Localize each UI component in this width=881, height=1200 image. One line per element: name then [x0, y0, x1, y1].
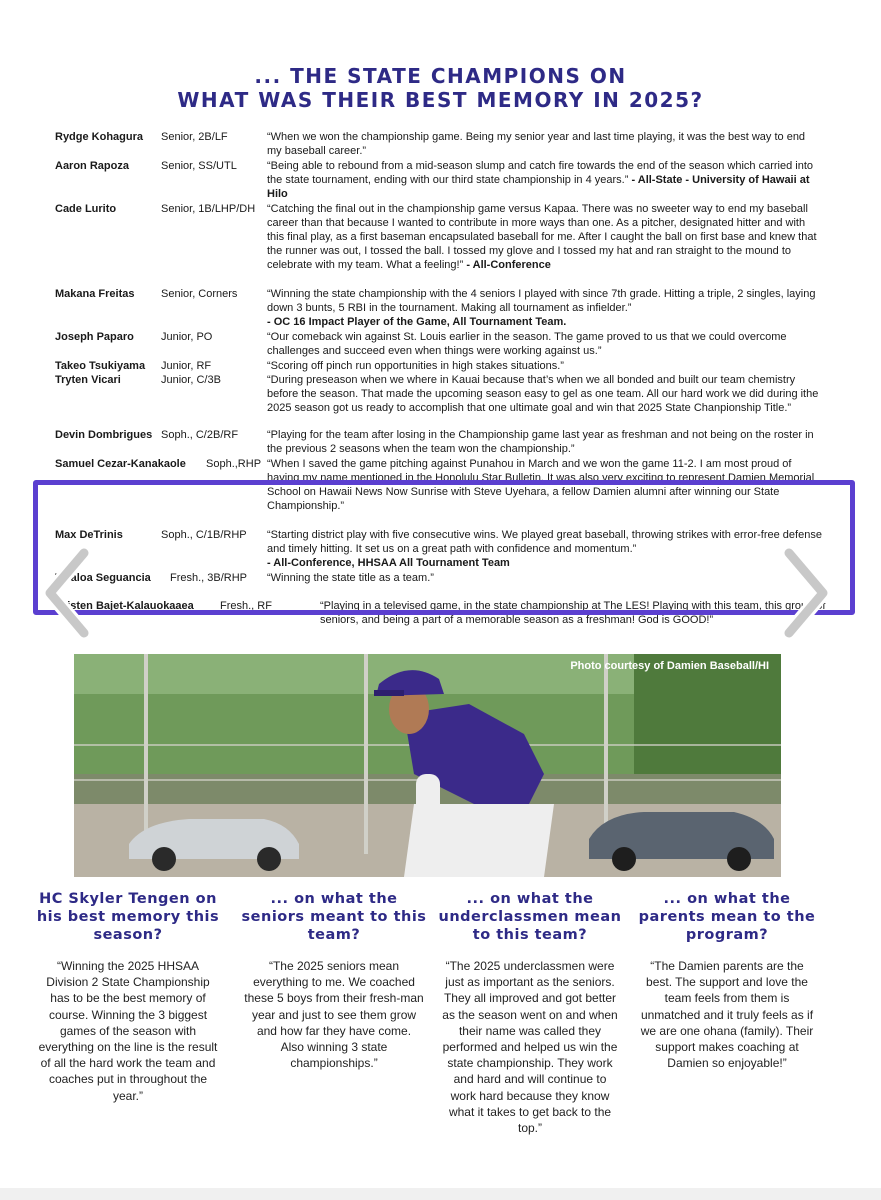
- player-name: Makana Freitas: [55, 288, 135, 300]
- player-position: Senior, 1B/LHP/DH: [161, 203, 256, 215]
- page-title-line-1: ... THE STATE CHAMPIONS ON: [254, 64, 627, 88]
- player-position: Soph., C/1B/RHP: [161, 529, 247, 541]
- player-quote: “When I saved the game pitching against Punahou in March and we won the game 11-2. I am most proud of having my name mentioned in the Honolulu Star Bulletin. It was also very exciting to represent Damien Memorial School on Hawaii News Now Sunrise with Steve Uyehara, a fellow Damien alumni after winning our State Championship.”: [267, 458, 815, 512]
- player-quote: “During preseason when we where in Kauai because that’s when we all bonded and built our team chemistry before the season. That made the upcoming season easy to gel as one team. All our hard work we did during ithe 2025 season got us ready to accomplish that one ultimate goal and win that 2025 State Chanpionship Title.”: [267, 374, 819, 414]
- selection-frame: [33, 480, 855, 615]
- column-heading-underclassmen: ... on what the underclassmen mean to this team?: [438, 891, 622, 943]
- player-name: Kristen Bajet-Kalauokaaea: [55, 600, 194, 612]
- player-quote: “Scoring off pinch run opportunities in high stakes situations.”: [267, 360, 564, 372]
- player-quote: “Catching the final out in the championship game versus Kapaa. There was no sweeter way to end my baseball career than that because I wanted to contribute in more ways than one. As a pitcher, designated hitter and with this final play, as a first baseman encapsulated baseball for me. After I caught the ball on first base and knew that the runner was out, I tossed the ball. I tossed my glove and I tossed my hat and ran straight to the mound to celebrate with my team. What a feeling!” - All-Conference: [267, 203, 817, 271]
- player-name: Samuel Cezar-Kanakaole: [55, 458, 186, 470]
- player-position: Soph.,RHP: [206, 458, 262, 470]
- player-quote: “Being able to rebound from a mid-season slump and catch fire towards the end of the season which carried into the state tournament, ending with our third state championship in 4 years.” - All-State - University of Hawaii at Hilo: [267, 160, 814, 200]
- column-body-underclassmen: “The 2025 underclassmen were just as important as the seniors. They all improved and got better as the season went on and when their name was called they performed and helped us win the state championship. They work and hard and will continue to work hard because they know what it takes to get back to the top.”: [442, 959, 618, 1136]
- photo-caption: Photo courtesy of Damien Baseball/HI: [570, 660, 769, 672]
- player-name: Rydge Kohagura: [55, 131, 144, 143]
- player-name: Max DeTrinis: [55, 529, 123, 541]
- player-award: - All-Conference: [466, 259, 551, 271]
- player-name: Cade Lurito: [55, 203, 117, 215]
- player-name: Tryten Vicari: [55, 374, 121, 386]
- column-heading-parents: ... on what the parents mean to the program?: [638, 891, 816, 943]
- player-position: Senior, 2B/LF: [161, 131, 228, 143]
- column-body-parents: “The Damien parents are the best. The support and love the team feels from them is unmatched and it truly feels as if we are one ohana (family). Their support makes coaching at Damien so enjoyable!”: [640, 959, 814, 1071]
- player-quote: “Playing for the team after losing in the Championship game last year as freshman and not being on the roster in the previous 2 seasons when the team won the championship.”: [267, 429, 814, 455]
- player-name: Devin Dombrigues: [55, 429, 153, 441]
- player-name: Aaron Rapoza: [55, 160, 129, 172]
- player-name: Tafaloa Seguancia: [55, 572, 151, 584]
- page-title-line-2: WHAT WAS THEIR BEST MEMORY IN 2025?: [177, 88, 704, 112]
- column-body-seniors: “The 2025 seniors mean everything to me. We coached these 5 boys from their fresh-man year and just to see them grow and how far they have come. Also winning 3 state championships.”: [244, 959, 424, 1071]
- page-footer: [0, 1188, 881, 1200]
- player-position: Junior, C/3B: [161, 374, 221, 386]
- player-position: Senior, Corners: [161, 288, 238, 300]
- baseball-player-illustration: [74, 654, 781, 877]
- player-quote: “Starting district play with five consecutive wins. We played great baseball, throwing strikes with error-free defense and timely hitting. It set us on a great path with confidence and momentum.” - All-Conference, HHSAA All Tournament Team: [267, 529, 822, 569]
- column-body-coach: “Winning the 2025 HHSAA Division 2 State Championship has to be the best memory of course. Winning the 3 biggest games of the season with everything on the line is the result of all the hard work the team and coaches put in throughout the year.”: [38, 959, 218, 1103]
- player-award: - All-Conference, HHSAA All Tournament Team: [267, 557, 510, 569]
- player-position: Senior, SS/UTL: [161, 160, 237, 172]
- column-heading-seniors: ... on what the seniors meant to this team?: [241, 891, 427, 943]
- previous-arrow-button[interactable]: [38, 547, 98, 639]
- player-award: - All-State - University of Hawaii at Hilo: [267, 174, 810, 200]
- player-position: Fresh., RF: [220, 600, 272, 612]
- player-position: Junior, PO: [161, 331, 213, 343]
- player-position: Fresh., 3B/RHP: [170, 572, 248, 584]
- player-position: Soph., C/2B/RF: [161, 429, 239, 441]
- player-name: Takeo Tsukiyama: [55, 360, 146, 372]
- player-quote: “Our comeback win against St. Louis earlier in the season. The game proved to us that we could overcome challenges and succeed even when things were working against us.”: [267, 331, 787, 357]
- column-heading-coach: HC Skyler Tengen on his best memory this season?: [36, 891, 220, 943]
- player-quote: “Playing in a televised game, in the state championship at The LES! Playing with this team, this group of seniors, and being a part of a memorable season as a freshman! God is GOOD!”: [320, 600, 826, 626]
- player-quote: “Winning the state championship with the 4 seniors I played with since 7th grade. Hitting a triple, 2 singles, laying down 3 bunts, 5 RBI in the tournament. Making all tournament as infielder.” - OC 16 Impact Player of the Game, All Tournament Team.: [267, 288, 816, 328]
- player-name: Joseph Paparo: [55, 331, 134, 343]
- player-position: Junior, RF: [161, 360, 212, 372]
- player-award: - OC 16 Impact Player of the Game, All Tournament Team.: [267, 316, 567, 328]
- next-arrow-button[interactable]: [775, 547, 835, 639]
- chevron-right-icon: [775, 547, 835, 639]
- team-photo: [74, 654, 781, 877]
- chevron-left-icon: [38, 547, 98, 639]
- player-quote: “Winning the state title as a team.”: [267, 572, 434, 584]
- player-quote: “When we won the championship game. Being my senior year and last time playing, it was the best way to end my baseball career.”: [267, 131, 806, 157]
